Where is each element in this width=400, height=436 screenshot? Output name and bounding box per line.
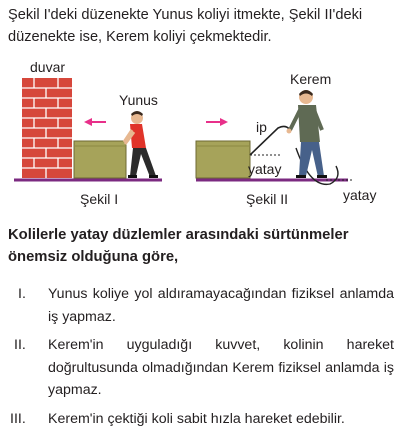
statement-text: Kerem'in uyguladığı kuvvet, kolinin hareket doğrultusunda olmadığından Kerem fiziksel anlamda iş yapmaz. — [48, 337, 394, 398]
figure — [0, 58, 400, 208]
box-2 — [196, 141, 250, 178]
question-stem: Kolilerle yatay düzlemler arasındaki sürtünmeler önemsiz olduğuna göre, — [8, 227, 349, 265]
statement-number: III. — [10, 410, 26, 427]
figure-2 — [196, 71, 376, 207]
kerem-label: Kerem — [290, 71, 332, 87]
statement-3 — [8, 408, 394, 431]
push-arrow — [84, 118, 106, 126]
yunus-label: Yunus — [119, 92, 158, 108]
yunus-figure — [124, 111, 158, 178]
motion-arrow — [206, 118, 228, 126]
horizontal-label-outer: yatay — [343, 187, 377, 203]
rope-label: ip — [256, 119, 267, 135]
wall-label: duvar — [30, 59, 66, 75]
statement-1 — [8, 283, 394, 328]
box-1 — [74, 141, 126, 178]
statement-number: I. — [18, 286, 26, 302]
statement-text: Yunus koliye yol aldıramayacağından fiziksel anlamda iş yapmaz. — [48, 286, 394, 325]
statement-number: II. — [14, 337, 26, 353]
brick-wall — [22, 78, 72, 178]
statement-text: Kerem'in çektiği koli sabit hızla hareket edebilir. — [48, 410, 345, 427]
statement-2 — [8, 334, 394, 402]
caption-2: Şekil II — [246, 191, 289, 207]
caption-1: Şekil I — [80, 191, 119, 207]
figure-1 — [14, 59, 162, 207]
kerem-figure — [287, 90, 328, 178]
horizontal-label-inner: yatay — [248, 161, 282, 177]
statement-list — [8, 283, 394, 436]
problem-intro: Şekil I'deki düzenekte Yunus koliyi itmekte, Şekil II'deki düzenekte ise, Kerem koliyi çekmektedir. — [8, 7, 363, 45]
